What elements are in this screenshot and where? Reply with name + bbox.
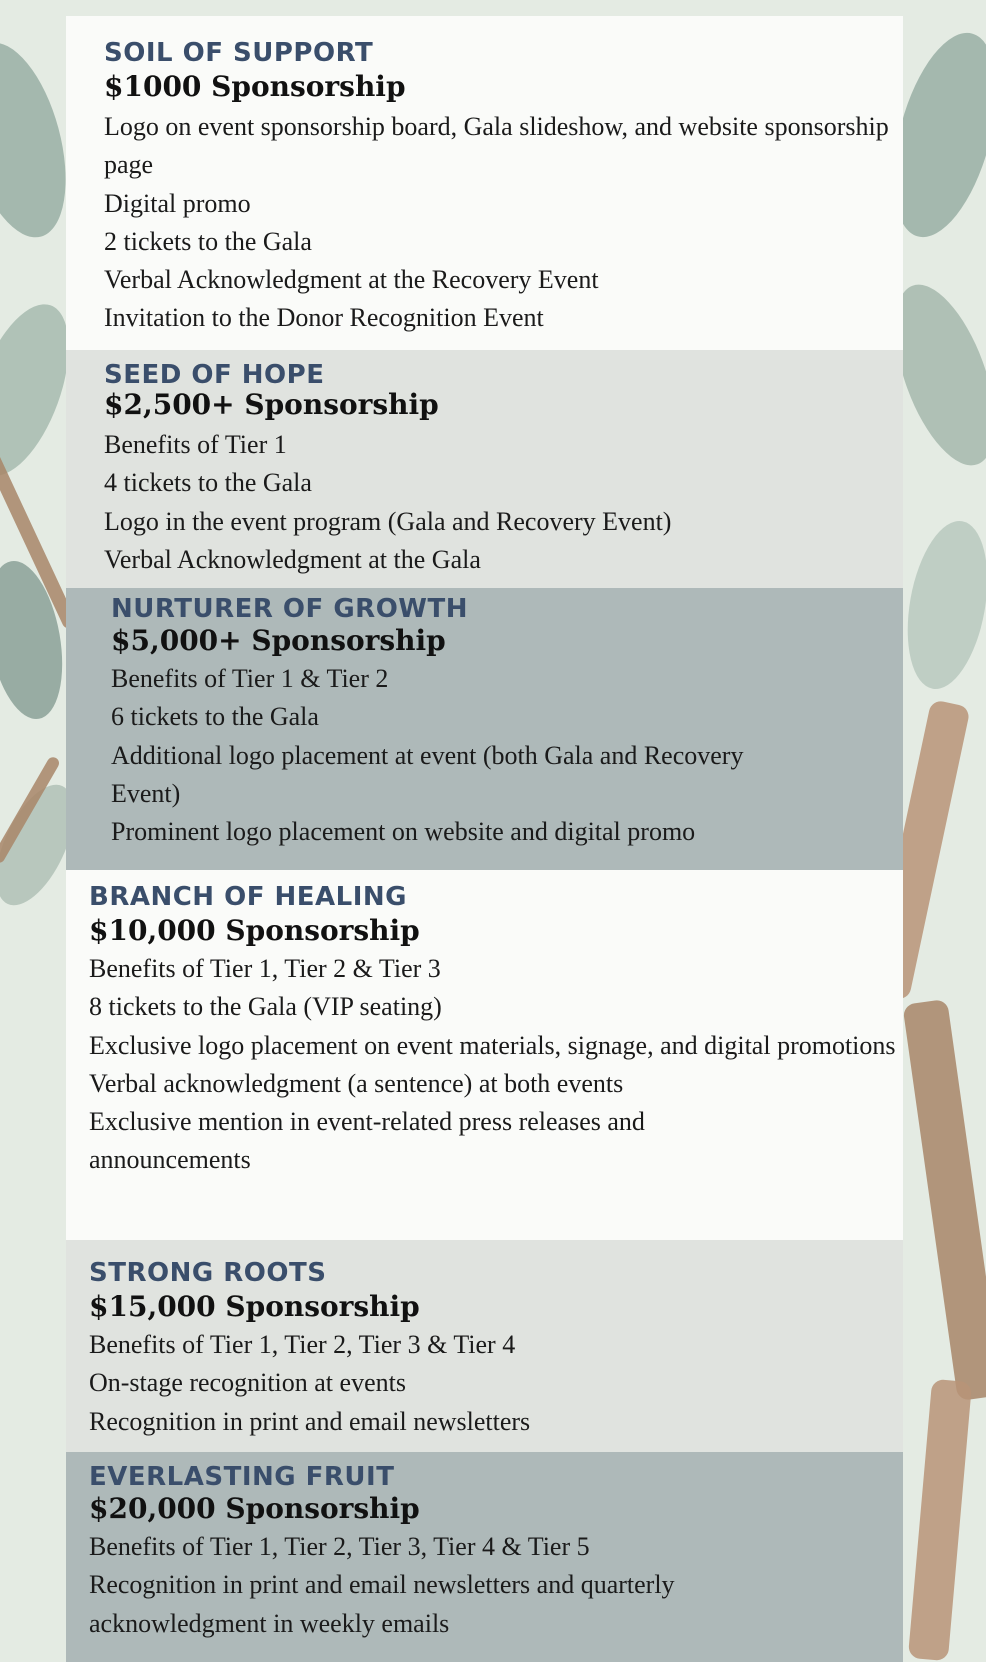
tier-name: STRONG ROOTS	[89, 1258, 327, 1288]
benefit-item: Verbal Acknowledgment at the Gala	[104, 544, 481, 574]
tier-amount: $10,000 Sponsorship	[89, 914, 420, 947]
benefit-item: Prominent logo placement on website and digital promo	[111, 817, 696, 847]
benefit-item: Exclusive logo placement on event materials, signage, and digital promotions	[89, 1030, 896, 1060]
benefit-list	[111, 660, 771, 851]
tier-soil-of-support	[66, 16, 903, 350]
tier-seed-of-hope	[66, 350, 903, 588]
benefit-item: 8 tickets to the Gala (VIP seating)	[89, 992, 442, 1022]
benefit-item: 2 tickets to the Gala	[104, 226, 312, 256]
benefit-item: Exclusive mention in event-related press releases and announcements	[89, 1107, 645, 1175]
benefit-item: Benefits of Tier 1 & Tier 2	[111, 664, 389, 693]
benefit-item: Benefits of Tier 1, Tier 2 & Tier 3	[89, 954, 441, 983]
tier-name: SOIL OF SUPPORT	[104, 38, 374, 68]
benefit-item: Recognition in print and email newsletters and quarterly acknowledgment in weekly emails	[89, 1570, 675, 1638]
benefit-item: Digital promo	[104, 188, 251, 218]
branch-decoration	[908, 1379, 972, 1661]
tier-amount: $2,500+ Sponsorship	[104, 388, 439, 421]
benefit-item: On-stage recognition at events	[89, 1368, 406, 1398]
leaf-decoration	[0, 555, 73, 725]
tier-amount: $1000 Sponsorship	[104, 70, 406, 103]
tier-strong-roots	[66, 1240, 903, 1452]
tier-amount: $15,000 Sponsorship	[89, 1290, 420, 1323]
tier-name: SEED OF HOPE	[104, 360, 325, 390]
benefit-list	[89, 1326, 889, 1441]
benefit-item: 6 tickets to the Gala	[111, 702, 319, 732]
tier-nurturer-of-growth	[66, 588, 903, 870]
sponsorship-tiers-panel	[66, 16, 903, 1662]
benefit-item: Invitation to the Donor Recognition Event	[104, 303, 544, 333]
tier-name: BRANCH OF HEALING	[89, 882, 408, 912]
tier-name: NURTURER OF GROWTH	[111, 594, 468, 624]
benefit-item: Benefits of Tier 1, Tier 2, Tier 3, Tier 4 & Tier 5	[89, 1532, 590, 1561]
benefit-item: Verbal acknowledgment (a sentence) at both events	[89, 1068, 624, 1098]
benefit-item: Verbal Acknowledgment at the Recovery Event	[104, 265, 599, 295]
benefit-list	[89, 1528, 809, 1643]
branch-decoration	[902, 999, 986, 1401]
benefit-item: 4 tickets to the Gala	[104, 468, 312, 498]
benefit-list	[89, 950, 899, 1180]
benefit-list	[104, 108, 904, 338]
benefit-item: Logo in the event program (Gala and Recovery Event)	[104, 506, 672, 536]
tier-amount: $5,000+ Sponsorship	[111, 624, 446, 657]
benefit-item: Additional logo placement at event (both Gala and Recovery Event)	[111, 740, 744, 808]
tier-everlasting-fruit	[66, 1452, 903, 1662]
tier-branch-of-healing	[66, 870, 903, 1240]
benefit-item: Benefits of Tier 1	[104, 430, 287, 459]
tier-amount: $20,000 Sponsorship	[89, 1492, 420, 1525]
benefit-list	[104, 426, 894, 579]
benefit-item: Benefits of Tier 1, Tier 2, Tier 3 & Tier 4	[89, 1330, 516, 1359]
benefit-item: Logo on event sponsorship board, Gala slideshow, and website sponsorship page	[104, 112, 889, 180]
tier-name: EVERLASTING FRUIT	[89, 1462, 395, 1492]
benefit-item: Recognition in print and email newsletters	[89, 1406, 531, 1436]
leaf-decoration	[896, 515, 986, 695]
